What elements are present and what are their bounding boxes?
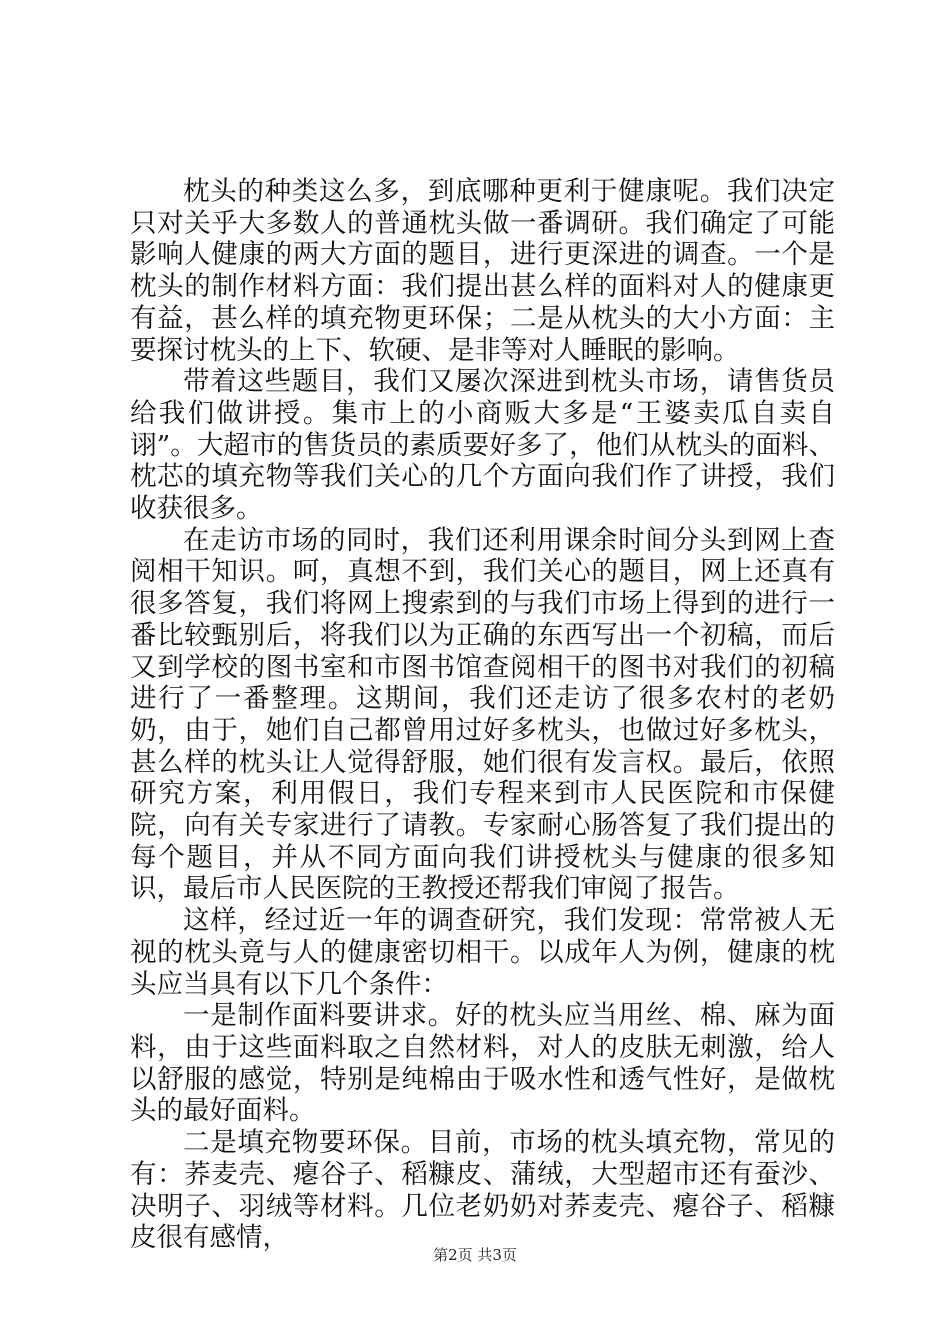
paragraph-6: 二是填充物要环保。目前，市场的枕头填充物，常见的有：荞麦壳、瘪谷子、稻糠皮、蒲绒，大型超市还有蚕沙、决明子、羽绒等材料。几位老奶奶对荞麦壳、瘪谷子、稻糠皮很有感情， (130, 1127, 835, 1254)
paragraph-3: 在走访市场的同时，我们还利用课余时间分头到网上查阅相干知识。呵，真想不到，我们关心的题目，网上还真有很多答复，我们将网上搜索到的与我们市场上得到的进行一番比较甄别后，将我们以为正确的东西写出一个初稿，而后又到学校的图书室和市图书馆查阅相干的图书对我们的初稿进行了一番整理。这期间，我们还走访了很多农村的老奶奶，由于，她们自己都曾用过好多枕头，也做过好多枕头，甚么样的枕头让人觉得舒服，她们很有发言权。最后，依照研究方案，利用假日，我们专程来到市人民医院和市保健院，向有关专家进行了请教。专家耐心肠答复了我们提出的每个题目，并从不同方面向我们讲授枕头与健康的很多知识，最后市人民医院的王教授还帮我们审阅了报告。 (130, 524, 835, 905)
paragraph-5: 一是制作面料要讲求。好的枕头应当用丝、棉、麻为面料，由于这些面料取之自然材料，对人的皮肤无刺激，给人以舒服的感觉，特别是纯棉由于吸水性和透气性好，是做枕头的最好面料。 (130, 1000, 835, 1127)
paragraph-4: 这样，经过近一年的调查研究，我们发现：常常被人无视的枕头竟与人的健康密切相干。以成年人为例，健康的枕头应当具有以下几个条件： (130, 905, 835, 1000)
paragraph-1: 枕头的种类这么多，到底哪种更利于健康呢。我们决定只对关乎大多数人的普通枕头做一番调研。我们确定了可能影响人健康的两大方面的题目，进行更深进的调查。一个是枕头的制作材料方面：我们提出甚么样的面料对人的健康更有益，甚么样的填充物更环保；二是从枕头的大小方面：主要探讨枕头的上下、软硬、是非等对人睡眠的影响。 (130, 176, 835, 366)
page-footer: 第2页 共3页 (433, 1246, 517, 1264)
document-body (130, 176, 835, 1254)
paragraph-2: 带着这些题目，我们又屡次深进到枕头市场，请售货员给我们做讲授。集市上的小商贩大多是“王婆卖瓜自卖自诩”。大超市的售货员的素质要好多了，他们从枕头的面料、枕芯的填充物等我们关心的几个方面向我们作了讲授，我们收获很多。 (130, 366, 835, 525)
